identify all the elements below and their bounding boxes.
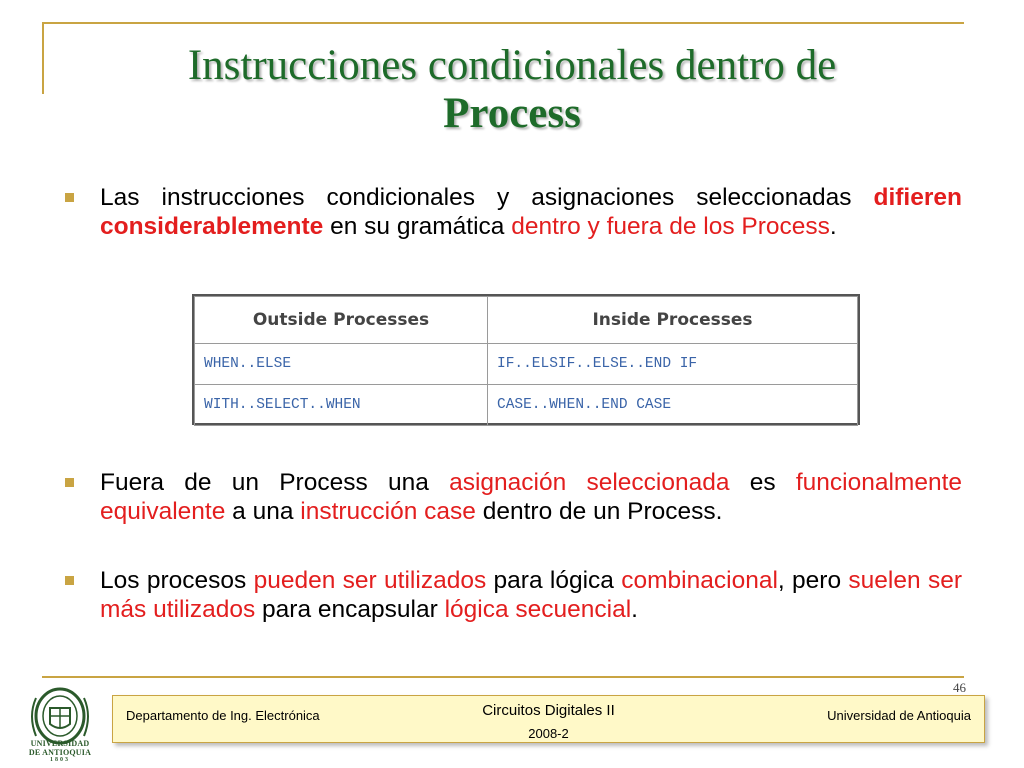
footer-university: Universidad de Antioquia (827, 708, 971, 723)
header-inside-processes: Inside Processes (488, 297, 858, 344)
bullet-2 (100, 468, 962, 526)
bullet-3-text: Los procesos (100, 567, 254, 594)
bullet-2-highlight: funcionalmente equivalente (100, 469, 963, 525)
bullet-2-highlight: instrucción case (300, 498, 476, 525)
bullet-3-highlight: suelen ser más utilizados (100, 567, 962, 623)
table-row (195, 344, 858, 385)
table-cell: CASE..WHEN..END CASE (488, 385, 858, 426)
logo-text-line-3: 1803 (50, 757, 70, 763)
footer-divider (42, 676, 964, 678)
title-line-1: Instrucciones condicionales dentro de (187, 42, 837, 89)
bullet-3 (100, 566, 962, 624)
bullet-3-text: para encapsular (255, 596, 445, 623)
footer-semester: 2008-2 (528, 726, 569, 741)
footer-course: Circuitos Digitales II (482, 702, 615, 719)
footer-bar (112, 695, 985, 743)
bullet-1-text: Las instrucciones condicionales y asignaciones seleccionadas (100, 184, 874, 211)
table-cell: WHEN..ELSE (195, 344, 488, 385)
top-border-line (42, 22, 964, 24)
bullet-2-highlight: asignación seleccionada (449, 469, 730, 496)
table-cell: WITH..SELECT..WHEN (195, 385, 488, 426)
square-bullet-icon (65, 576, 74, 585)
bullet-2-text: a una (225, 498, 301, 525)
slide-title (60, 42, 964, 138)
table-row (195, 385, 858, 426)
bullet-3-highlight: pueden ser utilizados (253, 567, 487, 594)
logo-text-line-2: DE ANTIOQUIA (28, 748, 92, 757)
bullet-2-text: Fuera de un Process una (100, 469, 450, 496)
bullet-1 (100, 183, 962, 241)
bullet-3-highlight: lógica secuencial (444, 596, 632, 623)
bullet-3-text: para lógica (486, 567, 622, 594)
header-outside-processes: Outside Processes (195, 297, 488, 344)
bullet-2-text: es (729, 469, 796, 496)
table-cell: IF..ELSIF..ELSE..END IF (488, 344, 858, 385)
comparison-table (192, 294, 860, 425)
square-bullet-icon (65, 193, 74, 202)
bullet-3-text: . (631, 596, 638, 623)
footer-department: Departamento de Ing. Electrónica (126, 708, 320, 723)
square-bullet-icon (65, 478, 74, 487)
page-number: 46 (953, 680, 966, 695)
bullet-1-text: . (829, 213, 837, 240)
bullet-1-highlight: dentro y fuera de los Process (511, 213, 830, 240)
bullet-1-emphasis: difieren considerablemente (100, 184, 962, 240)
table-header-row (195, 297, 858, 344)
title-line-2: Process (443, 90, 581, 137)
bullet-1-text: en su gramática (323, 213, 512, 240)
logo-text-line-1: UNIVERSIDAD (30, 739, 90, 748)
bullet-2-text: dentro de un Process. (475, 498, 723, 525)
left-border-line (42, 22, 44, 94)
bullet-3-text: , pero (777, 567, 849, 594)
bullet-3-highlight: combinacional (621, 567, 778, 594)
